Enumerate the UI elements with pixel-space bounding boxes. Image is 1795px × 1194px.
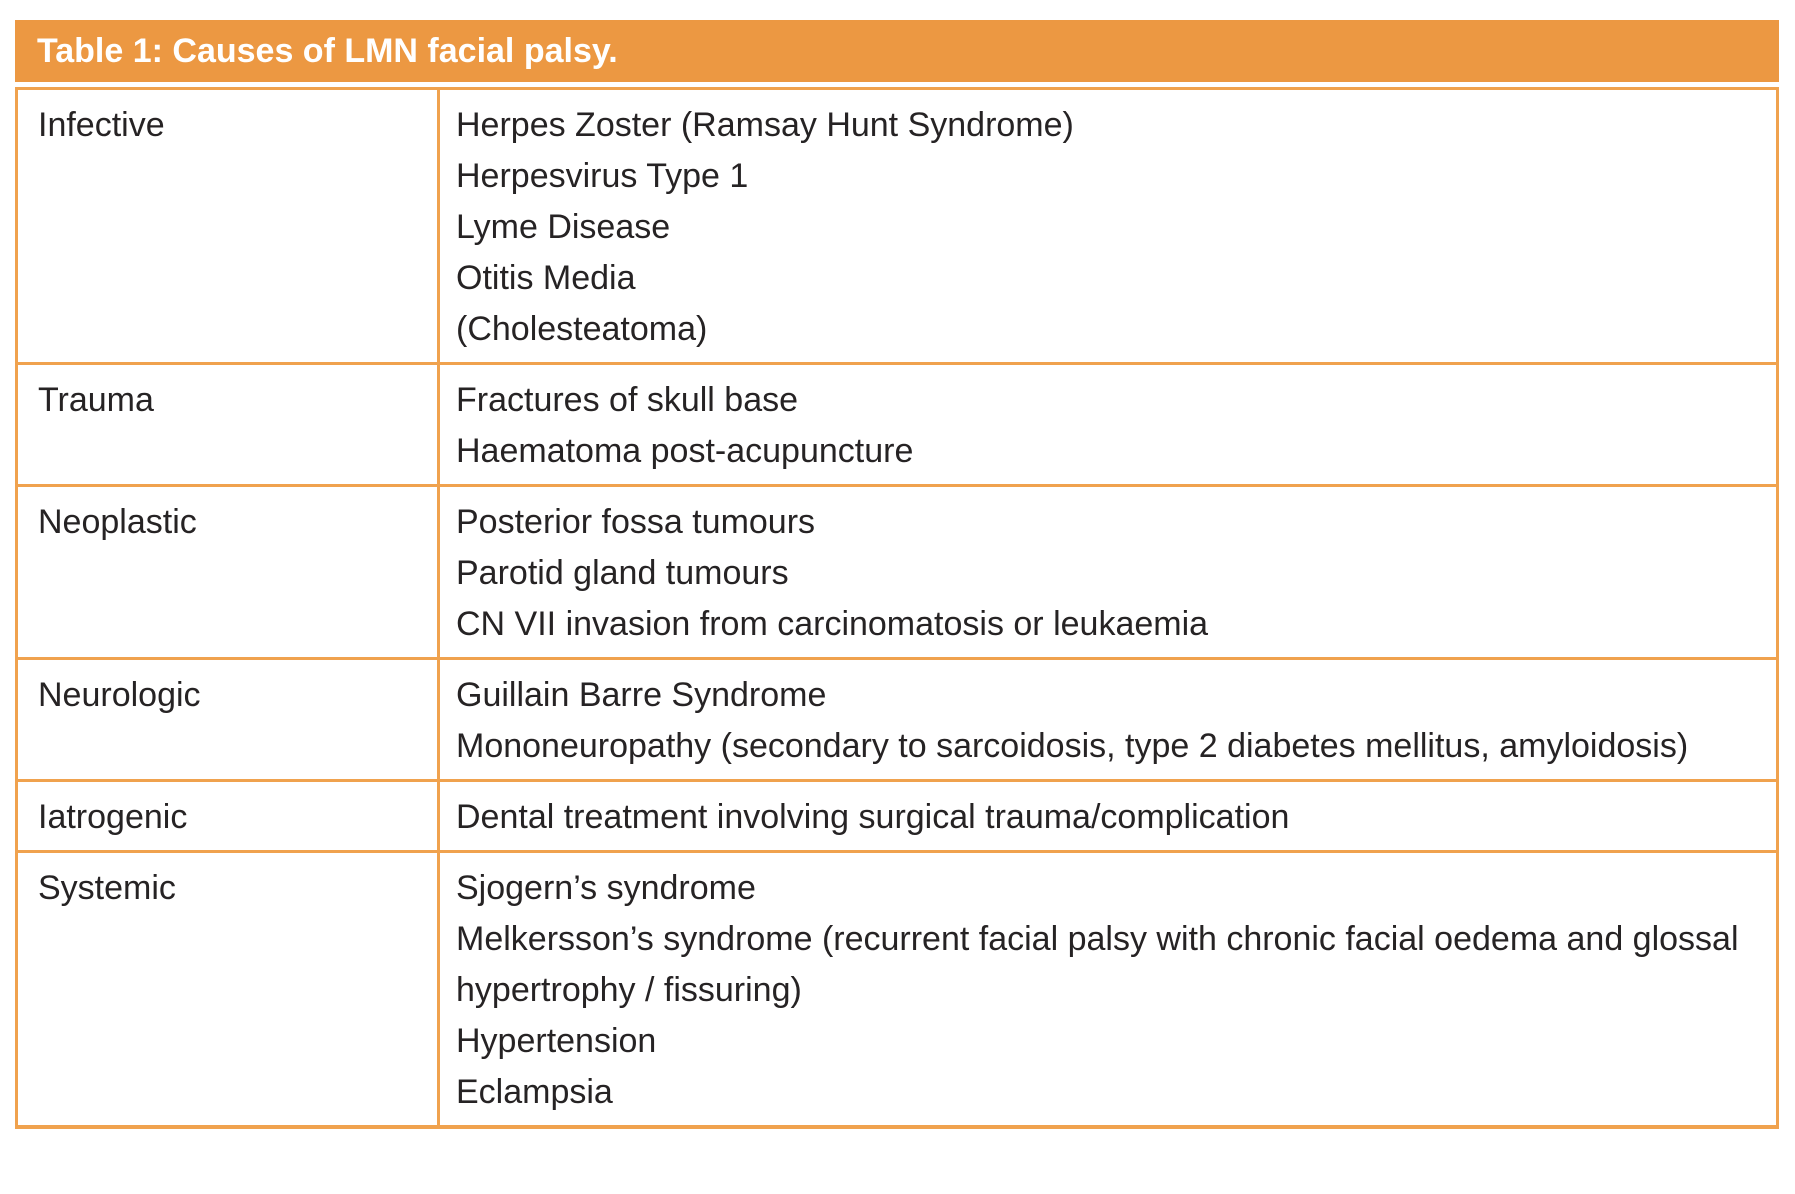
category-cell: Iatrogenic bbox=[38, 798, 188, 836]
cause-item: Sjogern’s syndrome bbox=[456, 869, 756, 907]
cause-item: Lyme Disease bbox=[456, 208, 671, 246]
cause-item: Melkersson’s syndrome (recurrent facial palsy with chronic facial oedema and glossal hypertrophy / fissuring) bbox=[456, 920, 1739, 1009]
causes-cell bbox=[437, 487, 1776, 657]
table-row bbox=[18, 657, 1776, 779]
causes-cell bbox=[437, 853, 1776, 1125]
cause-item: Herpesvirus Type 1 bbox=[456, 157, 749, 195]
category-cell: Infective bbox=[38, 106, 165, 144]
cause-item: Haematoma post-acupuncture bbox=[456, 432, 914, 470]
cause-item: (Cholesteatoma) bbox=[456, 310, 708, 348]
causes-cell bbox=[437, 782, 1776, 850]
table-row bbox=[18, 484, 1776, 657]
table-header bbox=[15, 20, 1779, 82]
category-cell: Systemic bbox=[38, 869, 176, 907]
causes-cell bbox=[437, 365, 1776, 484]
cause-item: Parotid gland tumours bbox=[456, 554, 789, 592]
table-row bbox=[18, 90, 1776, 362]
causes-cell bbox=[437, 90, 1776, 362]
category-cell: Neurologic bbox=[38, 676, 201, 714]
cause-item: CN VII invasion from carcinomatosis or leukaemia bbox=[456, 605, 1209, 643]
category-cell: Neoplastic bbox=[38, 503, 197, 541]
cause-item: Posterior fossa tumours bbox=[456, 503, 816, 541]
cause-item: Otitis Media bbox=[456, 259, 636, 297]
table-row bbox=[18, 850, 1776, 1125]
table-title: Table 1: Causes of LMN facial palsy. bbox=[37, 31, 618, 70]
cause-item: Mononeuropathy (secondary to sarcoidosis, type 2 diabetes mellitus, amyloidosis) bbox=[456, 727, 1689, 765]
cause-item: Dental treatment involving surgical trauma/complication bbox=[456, 798, 1290, 836]
cause-item: Guillain Barre Syndrome bbox=[456, 676, 827, 714]
table-body bbox=[15, 87, 1779, 1129]
causes-cell bbox=[437, 660, 1776, 779]
causes-table bbox=[15, 20, 1779, 1129]
table-row bbox=[18, 779, 1776, 850]
cause-item: Hypertension bbox=[456, 1022, 657, 1060]
cause-item: Fractures of skull base bbox=[456, 381, 799, 419]
category-cell: Trauma bbox=[38, 381, 154, 419]
table-row bbox=[18, 362, 1776, 484]
cause-item: Eclampsia bbox=[456, 1073, 613, 1111]
cause-item: Herpes Zoster (Ramsay Hunt Syndrome) bbox=[456, 106, 1074, 144]
